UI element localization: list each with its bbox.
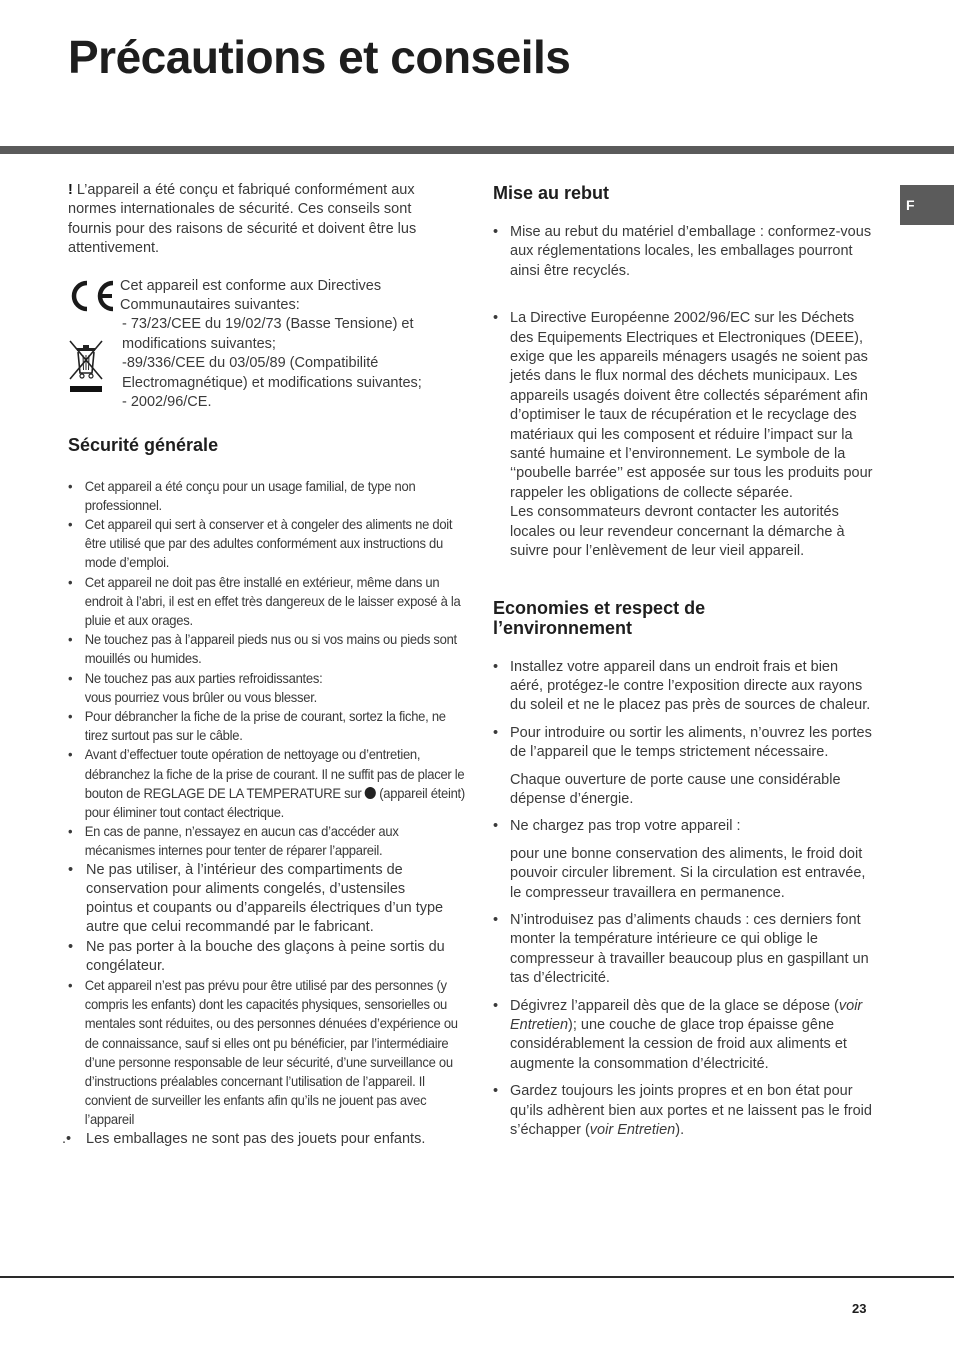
list-item xyxy=(68,669,466,707)
list-item: • En cas de panne, n’essayez en aucun cas d’accéder aux mécanismes internes pour tenter de réparer l’appareil. xyxy=(68,822,466,860)
item-text: ); une couche de glace trop épaisse gêne considérablement la cession de froid aux aliments et augmente la consommation d’électricité. xyxy=(510,1017,847,1072)
eco-heading-line: l’environnement xyxy=(493,617,633,638)
entretien-reference: voir Entretien xyxy=(510,997,863,1033)
list-item xyxy=(493,1082,873,1140)
intro-text: L’appareil a été conçu et fabriqué conformément aux normes internationales de sécurité. Ces conseils sont fournis pour des raisons de sécurité et doivent être lus attentivement. xyxy=(68,182,417,257)
securite-list xyxy=(68,477,465,1149)
list-item xyxy=(493,997,873,1075)
list-item: .• Les emballages ne sont pas des jouets pour enfants. xyxy=(68,1130,448,1149)
footer-divider xyxy=(0,1276,954,1278)
ce-line: Communautaires suivantes: xyxy=(120,297,300,314)
item-text: Les consommateurs devront contacter les autorités locales ou leur revendeur concernant la démarche à suivre pour l’enlèvement de leur vieil appareil. xyxy=(510,504,845,560)
entretien-reference: voir Entretien xyxy=(589,1122,676,1139)
list-item: • Ne pas porter à la bouche des glaçons à peine sortis du congélateur. xyxy=(68,938,448,976)
securite-heading: Sécurité générale xyxy=(68,434,219,455)
eco-heading xyxy=(493,598,873,638)
page-number: 23 xyxy=(852,1301,867,1316)
list-item: • Ne touchez pas à l’appareil pieds nus ou si vos mains ou pieds sont mouillés ou humides. xyxy=(68,630,466,668)
item-text: Avant d’effectuer toute opération de nettoyage ou d’entretien, débranchez la fiche de la prise de courant. Il ne suffit pas de placer le bouton de REGLAGE DE LA TEMPERATURE sur xyxy=(84,746,465,801)
ce-mark-icon xyxy=(68,279,116,313)
eco-heading-line: Economies et respect de xyxy=(493,597,706,618)
rebut-list xyxy=(493,223,873,562)
list-item: • Cet appareil ne doit pas être installé en extérieur, même dans un endroit à l’abri, il est en effet très dangereux de le laisser exposé à la pluie et aux orages. xyxy=(68,573,466,631)
list-item xyxy=(68,745,466,822)
item-text: Dégivrez l’appareil dès que de la glace se dépose ( xyxy=(510,997,839,1014)
list-item: • Cet appareil qui sert à conserver et à congeler des aliments ne doit être utilisé que par des adultes conformément aux instructions du mode d’emploi. xyxy=(68,515,466,573)
item-text: vous pourriez vous brûler ou vous blesser. xyxy=(84,688,317,705)
ce-directives-text xyxy=(120,277,460,413)
list-item xyxy=(493,309,873,561)
ce-line: -89/336/CEE du 03/05/89 (Compatibilité xyxy=(122,355,379,372)
item-text: ). xyxy=(675,1122,685,1139)
list-item: • Cet appareil a été conçu pour un usage familial, de type non professionnel. xyxy=(68,477,466,515)
list-note: Chaque ouverture de porte cause une considérable dépense d’énergie. xyxy=(510,771,841,807)
ce-line: Electromagnétique) et modifications suivantes; xyxy=(122,374,422,391)
ce-line: - 2002/96/CE. xyxy=(122,394,212,411)
language-tab: F xyxy=(900,185,954,225)
left-column xyxy=(68,181,465,1149)
list-item: • Installez votre appareil dans un endroit frais et bien aéré, protégez-le contre l’exposition directe aux rayons du soleil et ne le placez pas près de sources de chaleur. xyxy=(493,658,873,716)
header-divider xyxy=(0,146,954,154)
item-text: La Directive Européenne 2002/96/EC sur les Déchets des Equipements Electriques et Electroniques (DEEE), exige que les appareils ménagers usagés ne soient pas jetés dans le flux normal des déchets municipaux. Les appareils usagés doivent être collectés séparément afin d’optimiser le taux de récupération et le recyclage des matériaux qui les composent et réduire l’impact sur la santé humaine et l’environnement. Le symbole de la ‘‘poubelle barrée’’ est apposée sur tous les produits pour rappeler les obligations de collecte séparée. xyxy=(510,310,873,501)
ce-line: modifications suivantes; xyxy=(122,335,276,352)
ce-line: - 73/23/CEE du 19/02/73 (Basse Tensione) et xyxy=(122,316,414,333)
list-item: • Pour débrancher la fiche de la prise de courant, sortez la fiche, ne tirez surtout pas sur le câble. xyxy=(68,707,466,745)
ce-line: Cet appareil est conforme aux Directives xyxy=(120,277,382,294)
crossed-bin-icon xyxy=(68,339,104,395)
intro-paragraph xyxy=(68,181,448,259)
list-item: • Ne pas utiliser, à l’intérieur des compartiments de conservation pour aliments congelés, d’ustensiles pointus et coupants ou d’appareils électriques d’un type autre que celui recommandé par le fabricant. xyxy=(68,861,448,938)
list-item: • Ne chargez pas trop votre appareil : xyxy=(493,817,873,836)
list-item: • Cet appareil n’est pas prévu pour être utilisé par des personnes (y compris les enfants) dont les capacités physiques, sensorielles ou mentales sont réduites, ou des personnes dénuées d’expérience ou de connaissance, sauf si elles ont pu bénéficier, par l’intermédiaire d’une personne responsable de leur sécurité, d’une surveillance ou d’instructions préalables concernant l’utilisation de l’appareil. Il convient de surveiller les enfants afin qu’ils ne jouent pas avec l’appareil xyxy=(68,976,466,1130)
right-column xyxy=(493,181,873,1148)
eco-list xyxy=(493,658,873,1141)
list-note: pour une bonne conservation des aliments, le froid doit pouvoir circuler librement. Si la circulation est entravée, le compresseur travaillera en permanence. xyxy=(510,845,866,901)
list-item: • Mise au rebut du matériel d’emballage : conformez-vous aux réglementations locales, les emballages pourront ainsi être recyclés. xyxy=(493,223,873,281)
item-text: Gardez toujours les joints propres et en bon état pour qu’ils adhèrent bien aux portes et ne laissent pas le froid s’échapper ( xyxy=(510,1083,872,1139)
list-item: • Pour introduire ou sortir les aliments, n’ouvrez les portes de l’appareil que le temps strictement nécessaire. xyxy=(493,724,873,763)
rebut-heading: Mise au rebut xyxy=(493,183,610,203)
page-title: Précautions et conseils xyxy=(68,31,571,83)
warning-mark: ! xyxy=(68,182,73,198)
item-text: (appareil éteint) pour éliminer tout contact électrique. xyxy=(84,784,465,821)
off-position-dot-icon xyxy=(365,787,376,799)
ce-compliance-block xyxy=(68,277,448,411)
list-item: • N’introduisez pas d’aliments chauds : ces derniers font monter la température intérieure ce qui oblige le compresseur à travailler beaucoup plus en gaspillant un tas d’électricité. xyxy=(493,911,873,989)
item-text: Ne touchez pas aux parties refroidissantes: xyxy=(84,669,323,686)
